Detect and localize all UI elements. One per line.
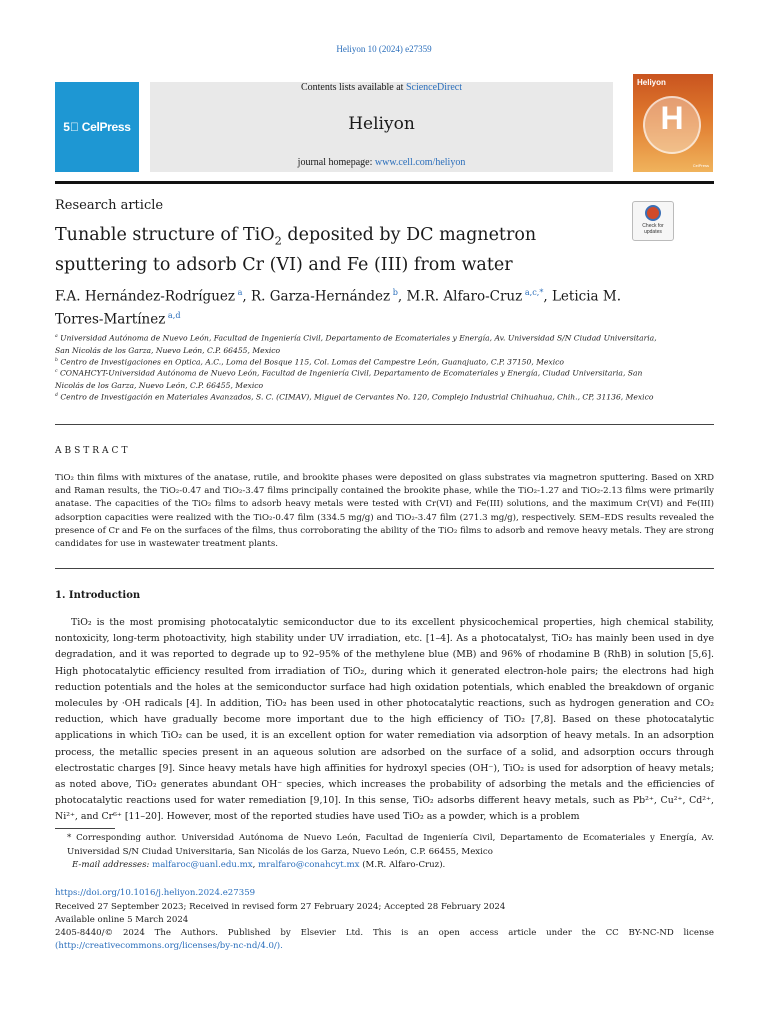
- email-label: E-mail addresses:: [72, 860, 153, 870]
- article-title: [55, 223, 625, 277]
- abstract-body: TiO₂ thin films with mixtures of the anatase, rutile, and brookite phases were deposited on glass substrates via magnetron sputtering. Based on XRD and Raman results, the TiO₂-0.47 and TiO₂-3.47 films principally contained the brookite phase, while the TiO₂-1.27 and TiO₂-2.13 films were primarily anatase. The capacities of the TiO₂ films to adsorb heavy metals were tested with Cr(VI) and Fe(III) solutions, and the maximum Cr(VI) and Fe(III) adsorption capacities were realized with the TiO₂-0.47 film (334.5 mg/g) and TiO₂-3.47 film (271.3 mg/g), respectively. SEM–EDS results revealed the presence of Cr and Fe on the surfaces of the films, thus corroborating the ability of the TiO₂ films to adsorb and remove heavy metals. They are strong candidates for use in wastewater treatment plants.: [55, 473, 714, 550]
- abstract-bottom-rule: [55, 568, 714, 569]
- email-suffix: (M.R. Alfaro-Cruz).: [359, 860, 446, 870]
- license-statement: [55, 927, 714, 952]
- author-affil-mark[interactable]: a,d: [167, 309, 181, 320]
- affiliation-text: Universidad Autónoma de Nuevo León, Facultad de Ingeniería Civil, Departamento de Ecomateriales y Energía, Av. Universidad S/N Ciudad Universitaria, San Nicolás de los Garza, Nuevo León, C.P. 66455, Mexico: [55, 333, 657, 356]
- email-link[interactable]: mralfaro@conahcyt.mx: [258, 860, 360, 870]
- affiliation: [55, 366, 665, 393]
- author-name[interactable]: Leticia M. Torres-Martínez: [55, 288, 621, 327]
- affiliation-mark: c: [55, 369, 58, 374]
- homepage-prefix: journal homepage:: [297, 157, 375, 168]
- homepage-line: [150, 157, 613, 168]
- bookmark-icon: [645, 205, 661, 221]
- author-name[interactable]: F.A. Hernández-Rodríguez: [55, 288, 235, 305]
- author-list: F.A. Hernández-Rodríguez $^a$, R. Garza-Hernández $^b$, M.R. Alfaro-Cruz $^{a,c,*}$, Leticia M. Torres-Martínez $^{a,d}$: [55, 287, 621, 327]
- email-line: E-mail addresses: malfaroc@uanl.edu.mx, mralfaro@conahcyt.mx (M.R. Alfaro-Cruz).: [72, 860, 446, 870]
- check-for-updates-button[interactable]: [632, 201, 674, 241]
- affiliation-text: Centro de Investigación en Materiales Avanzados, S. C. (CIMAV), Miguel de Cervantes No. 120, Complejo Industrial Chihuahua, Chih., CP, 31136, Mexico: [60, 392, 654, 402]
- title-text-2: deposited by DC magnetron sputtering to adsorb Cr (VI) and Fe (III) from water: [55, 225, 537, 275]
- contents-line: [150, 82, 613, 93]
- email-link[interactable]: malfaroc@uanl.edu.mx: [152, 860, 253, 870]
- affiliation-text: CONAHCYT-Universidad Autónoma de Nuevo León, Facultad de Ingeniería Civil, Departamento de Ecomateriales y Energía, Ciudad Universitaria, San Nicolás de los Garza, Nuevo León, C.P. 66455, Mexico: [55, 368, 643, 391]
- journal-reference[interactable]: Heliyon 10 (2024) e27359: [336, 44, 432, 54]
- journal-cover-image[interactable]: [633, 74, 713, 172]
- corresponding-author-footnote: [55, 832, 714, 859]
- introduction-paragraph: TiO₂ is the most promising photocatalytic semiconductor due to its excellent physicochemical properties, high chemical stability, nontoxicity, long-term photoactivity, high stability under UV irradiation, etc. [1–4]. As a photocatalyst, TiO₂ has mainly been used in dye degradation, and it was reported to degrade up to 92–95% of the methylene blue (MB) and 96% of rhodamine B (RhB) in solution [5,6]. High photocatalytic efficiency resulted from irradiation of TiO₂, during which it generated electron-hole pairs; the electrons had high reduction potentials and the holes at the semiconductor surface had high oxidation potentials, which enabled the breakdown of organic molecules by ·OH radicals [4]. In addition, TiO₂ has been used in other photocatalytic reactions, such as hydrogen generation and CO₂ reduction, which have gradually become more important due to the high efficiency of TiO₂ [7,8]. Based on these photocatalytic applications in which TiO₂ can be used, it is an excellent option for water remediation via adsorption of heavy metals. In an adsorption process, the metallic species present in an aqueous solution are adsorbed on the surface of a solid, and adsorption occurs through electrostatic charges [9]. Since heavy metals have high affinities for hydroxyl species (OH⁻), TiO₂ is used for adsorption of heavy metals; as noted above, TiO₂ generates abundant OH⁻ species, which increases the probability of adsorbing the metals and the efficiencies of photocatalytic reactions used for water remediation [9,10]. In this sense, TiO₂ adsorbs different heavy metals, such as Pb²⁺, Cu²⁺, Cd²⁺, Ni²⁺, and Cr⁶⁺ [11–20]. However, most of the reported studies have used TiO₂ as a powder, which is a problem: [55, 617, 714, 823]
- header-rule: [55, 181, 714, 184]
- footnote-rule: [55, 828, 115, 829]
- doi-link[interactable]: https://doi.org/10.1016/j.heliyon.2024.e27359: [55, 888, 256, 898]
- author-affil-mark[interactable]: a: [237, 287, 243, 297]
- affiliation-mark: a: [55, 334, 58, 339]
- author-affil-mark[interactable]: b: [392, 287, 398, 297]
- contents-prefix: Contents lists available at: [300, 82, 406, 93]
- cover-publisher: CelPress: [692, 163, 709, 168]
- affiliation: [55, 331, 665, 358]
- abstract-top-rule: [55, 424, 714, 425]
- affiliation-mark: d: [55, 393, 58, 398]
- cover-title: Heliyon: [637, 78, 666, 87]
- author-affil-mark[interactable]: a,c,*: [524, 287, 544, 297]
- abstract-heading: ABSTRACT: [55, 446, 131, 456]
- cellpress-logo[interactable]: [55, 82, 139, 172]
- cellpress-logo-text: 5⃣ CelPress: [63, 120, 131, 134]
- author-name[interactable]: R. Garza-Hernández: [251, 288, 391, 305]
- check-updates-label: Check for updates: [642, 223, 664, 235]
- license-link[interactable]: (http://creativecommons.org/licenses/by-nc-nd/4.0/).: [55, 940, 283, 951]
- article-type: Research article: [55, 198, 164, 213]
- section-heading-introduction: 1. Introduction: [55, 590, 141, 601]
- online-date: Available online 5 March 2024: [55, 915, 189, 925]
- affiliation: [55, 390, 665, 404]
- affiliation-text: Centro de Investigaciones en Optica, A.C., Loma del Bosque 115, Col. Lomas del Campestre León, Guanajuato, C.P. 37150, Mexico: [60, 357, 564, 367]
- license-text: 2405-8440/© 2024 The Authors. Published by Elsevier Ltd. This is an open access article under the CC BY-NC-ND license: [55, 928, 714, 938]
- title-subscript: 2: [274, 233, 282, 248]
- title-text-1: Tunable structure of TiO: [55, 225, 275, 245]
- article-dates: Received 27 September 2023; Received in revised form 27 February 2024; Accepted 28 February 2024: [55, 902, 506, 912]
- affiliation-mark: b: [55, 358, 58, 363]
- journal-title: Heliyon: [348, 114, 415, 134]
- cover-letter: H: [660, 100, 684, 136]
- sciencedirect-link[interactable]: ScienceDirect: [405, 82, 463, 93]
- author-name[interactable]: M.R. Alfaro-Cruz: [406, 288, 523, 305]
- corresponding-author-text: * Corresponding author. Universidad Autónoma de Nuevo León, Facultad de Ingeniería Civil, Departamento de Ecomateriales y Energía, Av. Universidad S/N Ciudad Universitaria, San Nicolás de los Garza, Nuevo León, C.P. 66455, Mexico: [67, 833, 714, 857]
- homepage-link[interactable]: www.cell.com/heliyon: [374, 157, 466, 168]
